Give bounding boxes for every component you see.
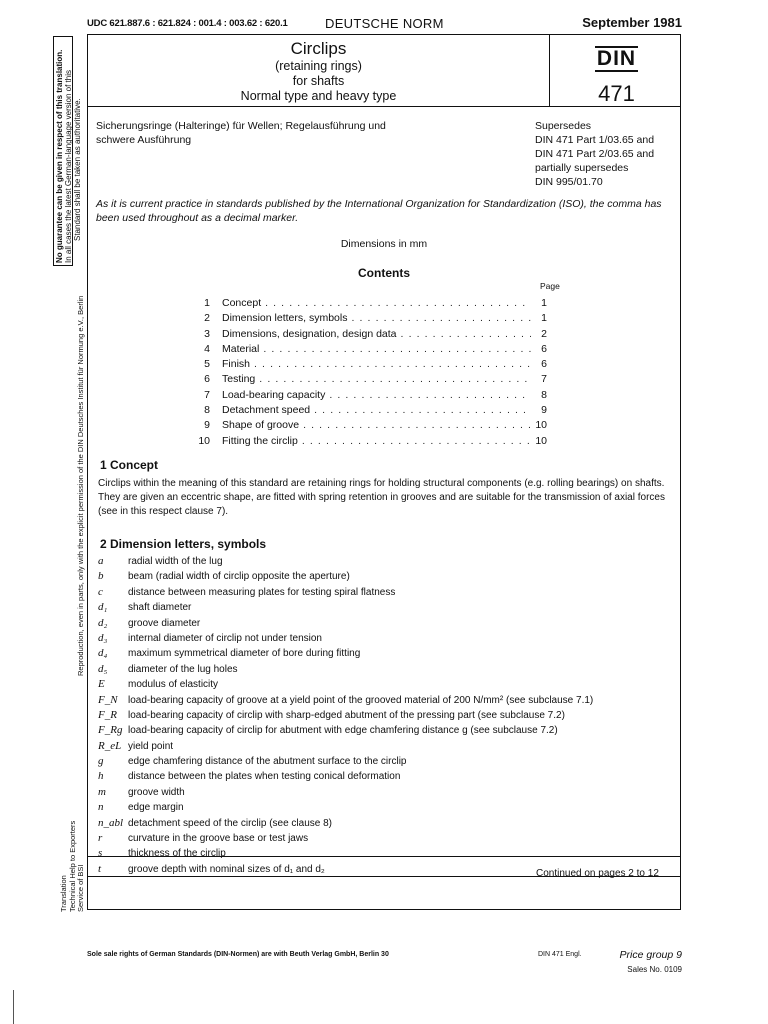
decimal-marker-note: As it is current practice in standards published by the International Organization for Standardization (ISO), the comma has been used throughout as a decimal marker. [96, 198, 662, 224]
symbol-description: curvature in the groove base or test jaws [128, 833, 309, 845]
toc-number: 3 [204, 327, 210, 340]
symbol: s [98, 847, 103, 860]
toc-leader-dots [255, 372, 531, 387]
supersedes-line: DIN 995/01.70 [535, 176, 603, 188]
symbol-description: edge chamfering distance of the abutment surface to the circlip [128, 756, 407, 768]
toc-title: Shape of groove [222, 419, 300, 432]
dimensions-note: Dimensions in mm [340, 238, 428, 250]
toc-number: 7 [204, 388, 210, 401]
symbol: t [98, 862, 102, 875]
toc-number: 6 [204, 373, 210, 386]
guarantee-line-2: In all cases the latest German-language version of this [64, 70, 73, 263]
symbol-row [98, 554, 678, 569]
din-box [551, 41, 682, 107]
translation-line-2: Technical Help to Exporters [67, 820, 77, 912]
title-block [88, 39, 549, 104]
toc-page: 8 [541, 388, 547, 401]
symbol-description: load-bearing capacity of circlip with sharp-edged abutment of the pressing part (see subclause 7.2) [128, 709, 565, 721]
title-line-2: (retaining rings) [275, 59, 362, 73]
symbol: d₅ [98, 662, 108, 675]
symbol-description: internal diameter of circlip not under tension [128, 632, 322, 644]
symbol: r [98, 832, 103, 845]
symbol: d₁ [98, 601, 108, 614]
symbol-row [98, 677, 678, 692]
toc-page: 2 [541, 327, 547, 340]
symbol-row [98, 585, 678, 600]
toc-item [192, 296, 547, 311]
symbol: F_R [98, 708, 117, 721]
symbol: a [98, 555, 104, 567]
toc-number: 8 [204, 404, 210, 417]
toc-leader-dots [325, 388, 531, 403]
symbol: d₂ [98, 616, 108, 629]
toc-item [192, 434, 547, 449]
toc-number: 10 [198, 434, 210, 447]
symbol: h [98, 770, 104, 783]
symbol-row [98, 754, 678, 769]
symbol: c [98, 585, 103, 598]
symbol: R_eL [98, 739, 122, 752]
symbol-row [98, 569, 678, 584]
german-title: Sicherungsringe (Halteringe) für Wellen; Regelausführung und schwere Ausführung [96, 120, 386, 146]
symbol-description: modulus of elasticity [128, 679, 219, 691]
table-of-contents [192, 296, 547, 449]
toc-title: Testing [222, 373, 256, 386]
symbol: m [98, 785, 106, 798]
toc-number: 9 [204, 419, 210, 432]
supersedes-line: Supersedes [535, 120, 592, 132]
toc-page: 1 [541, 297, 547, 309]
symbol-row [98, 723, 678, 738]
din-box-divider [549, 35, 550, 106]
deutsche-norm-label: DEUTSCHE NORM [325, 16, 444, 31]
toc-page: 10 [535, 434, 547, 447]
symbol: b [98, 570, 104, 583]
symbol: F_N [98, 693, 118, 706]
supersedes-line: DIN 471 Part 1/03.65 and [535, 134, 655, 146]
symbol-description: beam (radial width of circlip opposite the aperture) [128, 571, 350, 583]
toc-item [192, 357, 547, 372]
symbol-description: distance between measuring plates for testing spiral flatness [128, 586, 396, 598]
contents-heading: Contents [358, 266, 410, 280]
toc-leader-dots [261, 296, 531, 311]
supersedes-block [535, 119, 675, 189]
supersedes-line: DIN 471 Part 2/03.65 and [535, 148, 655, 160]
symbol-description: edge margin [128, 802, 184, 814]
title-line-3: for shafts [292, 74, 345, 88]
guarantee-line-3: Standard shall be taken as authoritative. [73, 98, 82, 241]
footer-din-code: DIN 471 Engl. [538, 951, 582, 958]
symbol-description: groove diameter [128, 617, 201, 629]
sale-rights-note: Sole sale rights of German Standards (DIN-Normen) are with Beuth Verlag GmbH, Berlin 30 [87, 951, 389, 958]
translation-line-3: Service of BSI [76, 864, 85, 912]
symbol-description: groove depth with nominal sizes of d₁ and d₂ [128, 863, 325, 875]
toc-item [192, 403, 547, 418]
toc-title: Detachment speed [222, 404, 311, 417]
continued-note: Continued on pages 2 to 12 [536, 868, 659, 879]
symbol-row [98, 800, 678, 815]
symbol-description: shaft diameter [128, 602, 192, 614]
toc-title: Concept [222, 297, 262, 309]
section-2-heading: 2 Dimension letters, symbols [100, 537, 267, 551]
toc-leader-dots [250, 357, 531, 372]
scan-margin-line [13, 990, 14, 1024]
contents-page-label: Page [540, 281, 560, 291]
toc-page: 9 [541, 404, 547, 417]
symbol-row [98, 631, 678, 646]
symbol-row [98, 785, 678, 800]
reproduction-text: Reproduction, even in parts, only with the explicit permission of the DIN Deutsches Institut für Normung e.V., Berlin [76, 295, 85, 676]
symbol-description: groove width [128, 786, 185, 798]
publication-date: September 1981 [582, 15, 682, 30]
symbol-description: yield point [128, 740, 174, 752]
toc-item [192, 311, 547, 326]
toc-number: 4 [204, 342, 210, 355]
toc-number: 5 [204, 358, 210, 371]
toc-number: 1 [204, 297, 210, 309]
toc-title: Material [222, 342, 260, 355]
symbol-row [98, 769, 678, 784]
toc-page: 7 [541, 373, 547, 386]
symbol-row [98, 708, 678, 723]
toc-leader-dots [347, 311, 531, 326]
toc-item [192, 418, 547, 433]
toc-title: Dimension letters, symbols [222, 312, 348, 325]
document-title: Circlips [290, 39, 347, 58]
toc-title: Load-bearing capacity [222, 388, 326, 401]
symbol-row [98, 846, 678, 861]
symbol: E [98, 678, 105, 691]
symbol-row [98, 600, 678, 615]
toc-number: 2 [204, 312, 210, 325]
symbol-description: maximum symmetrical diameter of bore during fitting [128, 648, 361, 660]
toc-leader-dots [298, 434, 531, 449]
symbol-description: load-bearing capacity of groove at a yield point of the grooved material of 200 N/mm² (see subclause 7.1) [128, 694, 594, 706]
symbol-description: thickness of the circlip [128, 848, 226, 860]
toc-leader-dots [299, 418, 531, 433]
symbol-row [98, 662, 678, 677]
toc-title: Dimensions, designation, design data [222, 327, 397, 340]
symbol-row [98, 693, 678, 708]
symbol: d₃ [98, 631, 108, 644]
toc-title: Finish [222, 358, 251, 371]
toc-leader-dots [397, 327, 531, 342]
section-1-heading: 1 Concept [100, 458, 159, 472]
toc-leader-dots [259, 342, 531, 357]
symbol-row [98, 646, 678, 661]
symbol-description: radial width of the lug [128, 556, 223, 567]
symbol-description: detachment speed of the circlip (see clause 8) [128, 817, 332, 829]
udc-code: UDC 621.887.6 : 621.824 : 001.4 : 003.62 : 620.1 [87, 18, 288, 29]
translation-line-1: Translation [59, 875, 68, 912]
symbol-description: distance between the plates when testing conical deformation [128, 771, 401, 783]
symbol-row [98, 616, 678, 631]
toc-page: 6 [541, 342, 547, 355]
supersedes-line: partially supersedes [535, 162, 629, 174]
toc-item [192, 327, 547, 342]
symbol-row [98, 831, 678, 846]
title-line-4: Normal type and heavy type [240, 89, 397, 103]
symbol: F_Rg [98, 724, 123, 737]
toc-page: 1 [541, 312, 547, 325]
symbol-row [98, 739, 678, 754]
toc-item [192, 372, 547, 387]
symbol: g [98, 755, 104, 768]
toc-page: 10 [535, 419, 547, 432]
guarantee-notice [53, 36, 82, 266]
symbol-description: diameter of the lug holes [128, 663, 238, 675]
toc-leader-dots [310, 403, 531, 418]
symbol-row [98, 816, 678, 831]
symbol: d₄ [98, 647, 108, 660]
toc-title: Fitting the circlip [222, 434, 298, 447]
toc-item [192, 388, 547, 403]
toc-page: 6 [541, 358, 547, 371]
sales-number: Sales No. 0109 [627, 965, 682, 974]
symbol: n_abl [98, 816, 124, 829]
document-frame [87, 34, 681, 910]
symbol-description: load-bearing capacity of circlip for abutment with edge chamfering distance g (see subclause 7.2) [128, 725, 558, 737]
symbol: n [98, 801, 104, 814]
section-1-text: Circlips within the meaning of this standard are retaining rings for holding structural components (e.g. rolling bearings) on shafts. They are given an eccentric shape, are fitted with spring retention in grooves and are suitable for the transmission of axial forces (see in this respect clause 7). [98, 478, 665, 517]
toc-item [192, 342, 547, 357]
price-group: Price group 9 [619, 949, 682, 961]
din-number: 471 [598, 81, 635, 106]
din-logo: DIN [596, 47, 637, 70]
symbol-list [98, 554, 678, 877]
guarantee-line-1: No guarantee can be given in respect of this translation. [55, 49, 64, 263]
